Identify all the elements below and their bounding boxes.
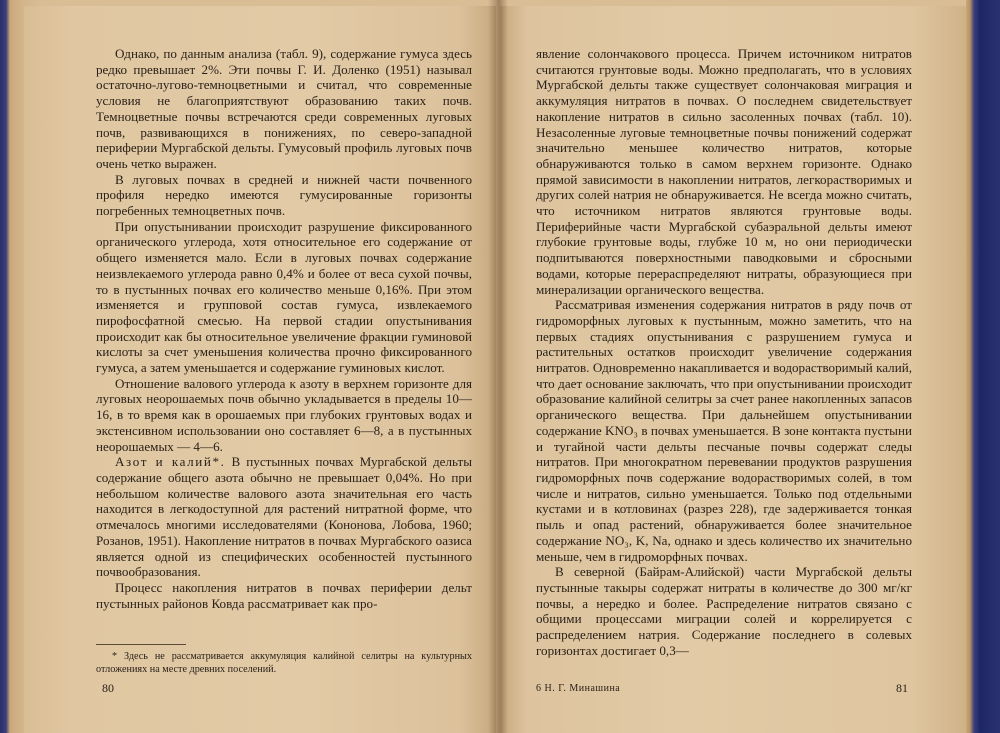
footnote: * Здесь не рассматривается аккумуляция калийной селитры на культурных отложениях на месте древних поселений. [96,651,472,675]
paragraph: В северной (Байрам-Алийской) части Мургабской дельты пустынные такыры содержат нитраты в количестве до 300 мг/кг почвы, а нередко и более. Распределение нитратов связано с общими процессами миграции солей и коррелируется с распределением натрия. Содержание последнего в солевых горизонтах достигает 0,3— [536,564,912,658]
printer-signature: 6 Н. Г. Минашина [536,683,621,694]
paragraph: Рассматривая изменения содержания нитратов в ряду почв от гидроморфных луговых к пустынным, можно заметить, что на первых стадиях опустынивания с разрушением гумуса и растительных остатков происходит увеличение содержания нитратов. Одновременно накапливается и водорастворимый калий, что дает основание заключать, что при опустынивании происходит образование калийной селитры за счет ранее накопленных запасов органического вещества. При дальнейшем опустынивании содержание KNO₃ в почвах уменьшается. В зоне контакта пустыни и тугайной части дельты песчаные почвы содержат следы нитратов. При многократном перевевании продуктов разрушения гидроморфных почв содержание водорастворимых солей, в том числе и нитратов, сильно уменьшается. Только под отдельными кустами и в котловинах (разрез 228), где задерживается тонкая пыль и опад растений, обнаруживается более значительное содержание NO₃, K, Na, однако и здесь количество их значительно меньше, чем в гидроморфных почвах. [536,297,912,564]
right-page [500,6,968,733]
paragraph: При опустынивании происходит разрушение фиксированного органического углерода, хотя относительное его содержание от общего изменяется мало. Если в луговых почвах содержание неизвлекаемого углерода равно 0,4% и более от веса сухой почвы, то в пустынных почвах его количество меньше 0,16%. При этом изменяется и групповой состав гумуса, извлекаемого пирофосфатной смесью. На первой стадии опустынивания происходит как бы относительное увеличение фракции гуминовой кислоты за счет уменьшения количества прочно фиксированного гумуса, а затем уменьшается и содержание гуминовых кислот. [96,218,472,376]
paragraph-text: В пустынных почвах Мургабской дельты содержание общего азота обычно не превышает 0,04%. Но при небольшом количестве валового азота значительная его часть находится в легкодоступной для растений нитратной форме, что отмечалось многими исследователями (Кононова, Лобова, 1960; Розанов, 1951). Накопление нитратов в почвах Мургабского оазиса является одной из специфических особенностей пустынного почвообразования. [96,454,472,580]
paragraph: явление солончакового процесса. Причем источником нитратов считаются грунтовые воды. Можно предполагать, что в условиях Мургабской дельты также существует солончаковая миграция и аккумуляция нитратов в почвах. О последнем свидетельствует накопление нитратов в сильно засоленных почвах (табл. 10). Незасоленные луговые темноцветные почвы понижений содержат значительно меньшее количество нитратов, которые обнаруживаются только в самом верхнем горизонте. Однако прямой зависимости в накоплении нитратов, легкорастворимых и других солей натрия не обнаруживается. Не всегда можно считать, что источником нитратов являются грунтовые воды. Периферийные части Мургабской субаэральной дельты имеют глубокие грунтовые воды, глубже 10 м, но они периодически подпитываются поверхностными паводковыми и сбросными водами, которые перераспределяют нитраты, образующиеся при минерализации органического вещества. [536,46,912,297]
paragraph: Отношение валового углерода к азоту в верхнем горизонте для луговых неорошаемых почв обычно укладывается в пределы 10—16, в то время как в орошаемых при глубоких грунтовых водах и экстенсивном использовании оно составляет 6—8, а в пустынных неорошаемых — 4—6. [96,375,472,454]
page-number: 80 [102,681,114,695]
section-heading: Азот и калий*. [115,454,226,470]
right-page-text [536,46,912,658]
paragraph: Процесс накопления нитратов в почвах периферии дельт пустынных районов Ковда рассматривает как про- [96,579,472,611]
paragraph [96,454,472,580]
page-number: 81 [896,681,908,695]
paragraph: Однако, по данным анализа (табл. 9), содержание гумуса здесь редко превышает 2%. Эти почвы Г. И. Доленко (1951) называл остаточно-лугово-темноцветными и считал, что современные условия не благоприятствуют образованию таких почв. Темноцветные почвы встречаются среди современных луговых почв, развивающихся в понижениях, по северо-западной периферии Мургабской дельты. Гумусовый профиль луговых почв очень четко выражен. [96,46,472,171]
left-page [24,6,496,733]
paragraph: В луговых почвах в средней и нижней части почвенного профиля нередко имеются гумусированные горизонты погребенных темноцветных почв. [96,171,472,219]
left-page-text [96,46,472,611]
book-gutter [488,0,508,733]
footnote-divider [96,644,186,645]
page-edges [966,0,1000,733]
